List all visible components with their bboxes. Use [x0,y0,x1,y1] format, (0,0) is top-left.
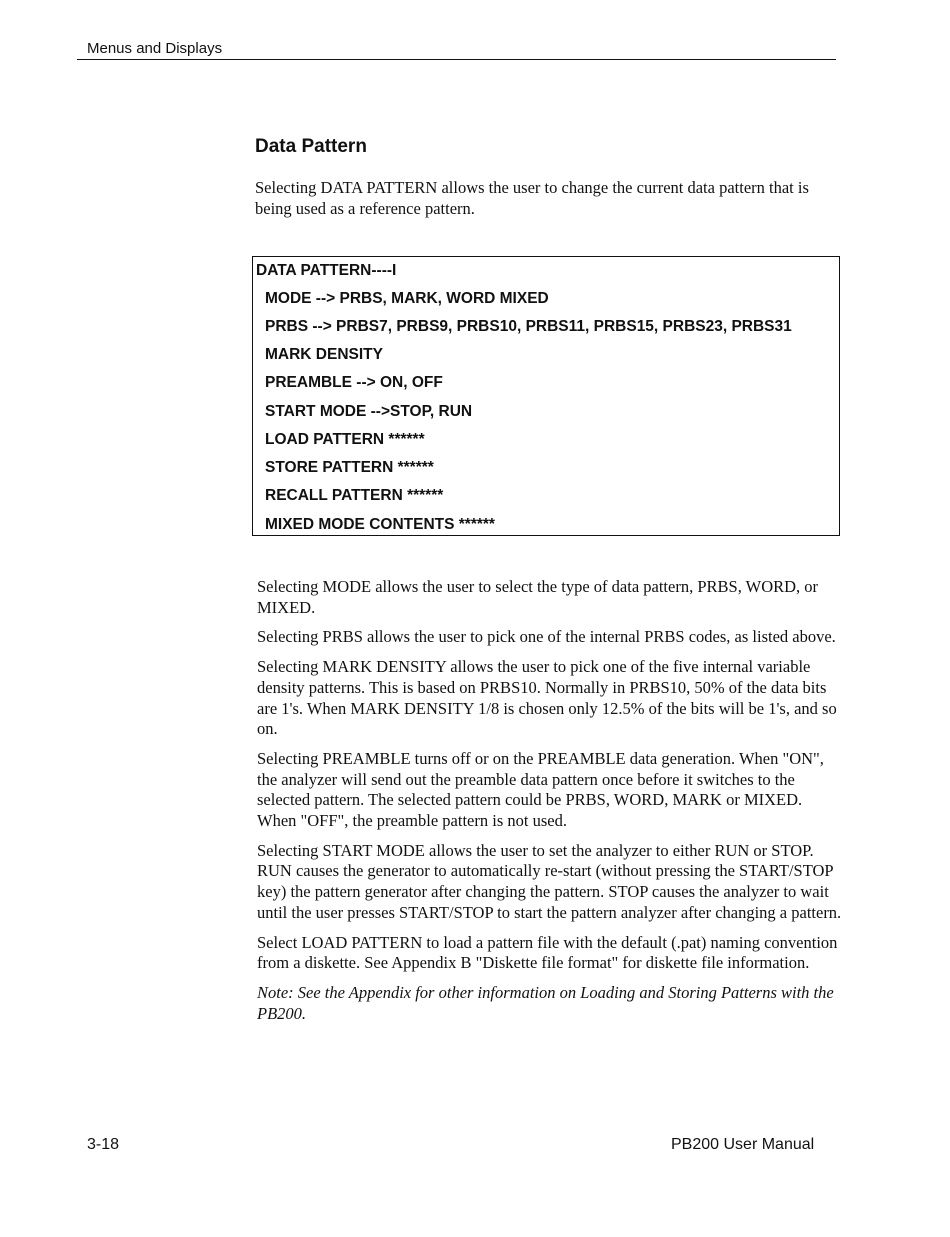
paragraph-start-mode: Selecting START MODE allows the user to set the analyzer to either RUN or STOP. RUN causes the generator to automatically re-start (without pressing the START/STOP key) the pattern generator after changing the pattern. STOP causes the analyzer to wait until the user presses START/STOP to start the pattern analyzer after changing a pattern. [257,840,842,922]
manual-title: PB200 User Manual [671,1136,815,1153]
menu-item-mixed-mode-contents: MIXED MODE CONTENTS ****** [265,516,495,533]
paragraph-mark-density: Selecting MARK DENSITY allows the user to pick one of the five internal variable density patterns. This is based on PRBS10. Normally in PRBS10, 50% of the data bits are 1's. When MARK DENSITY 1/8 is chosen only 12.5% of the bits will be 1's, and so on. [257,657,837,739]
menu-item-load-pattern: LOAD PATTERN ****** [265,431,425,448]
note-paragraph: Note: See the Appendix for other information on Loading and Storing Patterns with the PB200. [257,982,834,1023]
body-text [257,577,842,1033]
running-header-title: Menus and Displays [87,40,223,57]
header-divider [77,59,836,60]
intro-paragraph: Selecting DATA PATTERN allows the user to change the current data pattern that is being used as a reference pattern. [255,178,809,218]
paragraph-load-pattern: Select LOAD PATTERN to load a pattern file with the default (.pat) naming convention from a diskette. See Appendix B "Diskette file format" for diskette file information. [257,932,838,973]
menu-item-mark-density: MARK DENSITY [265,346,383,363]
paragraph-preamble: Selecting PREAMBLE turns off or on the PREAMBLE data generation. When "ON", the analyzer will send out the preamble data pattern once before it switches to the selected pattern. The selected pattern could be PRBS, WORD, MARK or MIXED. When "OFF", the preamble pattern is not used. [257,748,824,831]
menu-item-store-pattern: STORE PATTERN ****** [265,459,434,476]
menu-title: DATA PATTERN----I [256,262,397,279]
menu-item-start-mode: START MODE -->STOP, RUN [265,403,473,420]
menu-structure-box [252,256,840,536]
menu-item-mode: MODE --> PRBS, MARK, WORD MIXED [265,290,549,307]
paragraph-prbs: Selecting PRBS allows the user to pick one of the internal PRBS codes, as listed above. [257,627,836,647]
menu-item-preamble: PREAMBLE --> ON, OFF [265,374,443,391]
section-heading: Data Pattern [255,136,367,157]
paragraph-mode: Selecting MODE allows the user to select the type of data pattern, PRBS, WORD, or MIXED. [257,577,819,617]
menu-item-recall-pattern: RECALL PATTERN ****** [265,487,444,504]
menu-item-prbs: PRBS --> PRBS7, PRBS9, PRBS10, PRBS11, PRBS15, PRBS23, PRBS31 [265,318,792,335]
page-number: 3-18 [87,1136,120,1153]
